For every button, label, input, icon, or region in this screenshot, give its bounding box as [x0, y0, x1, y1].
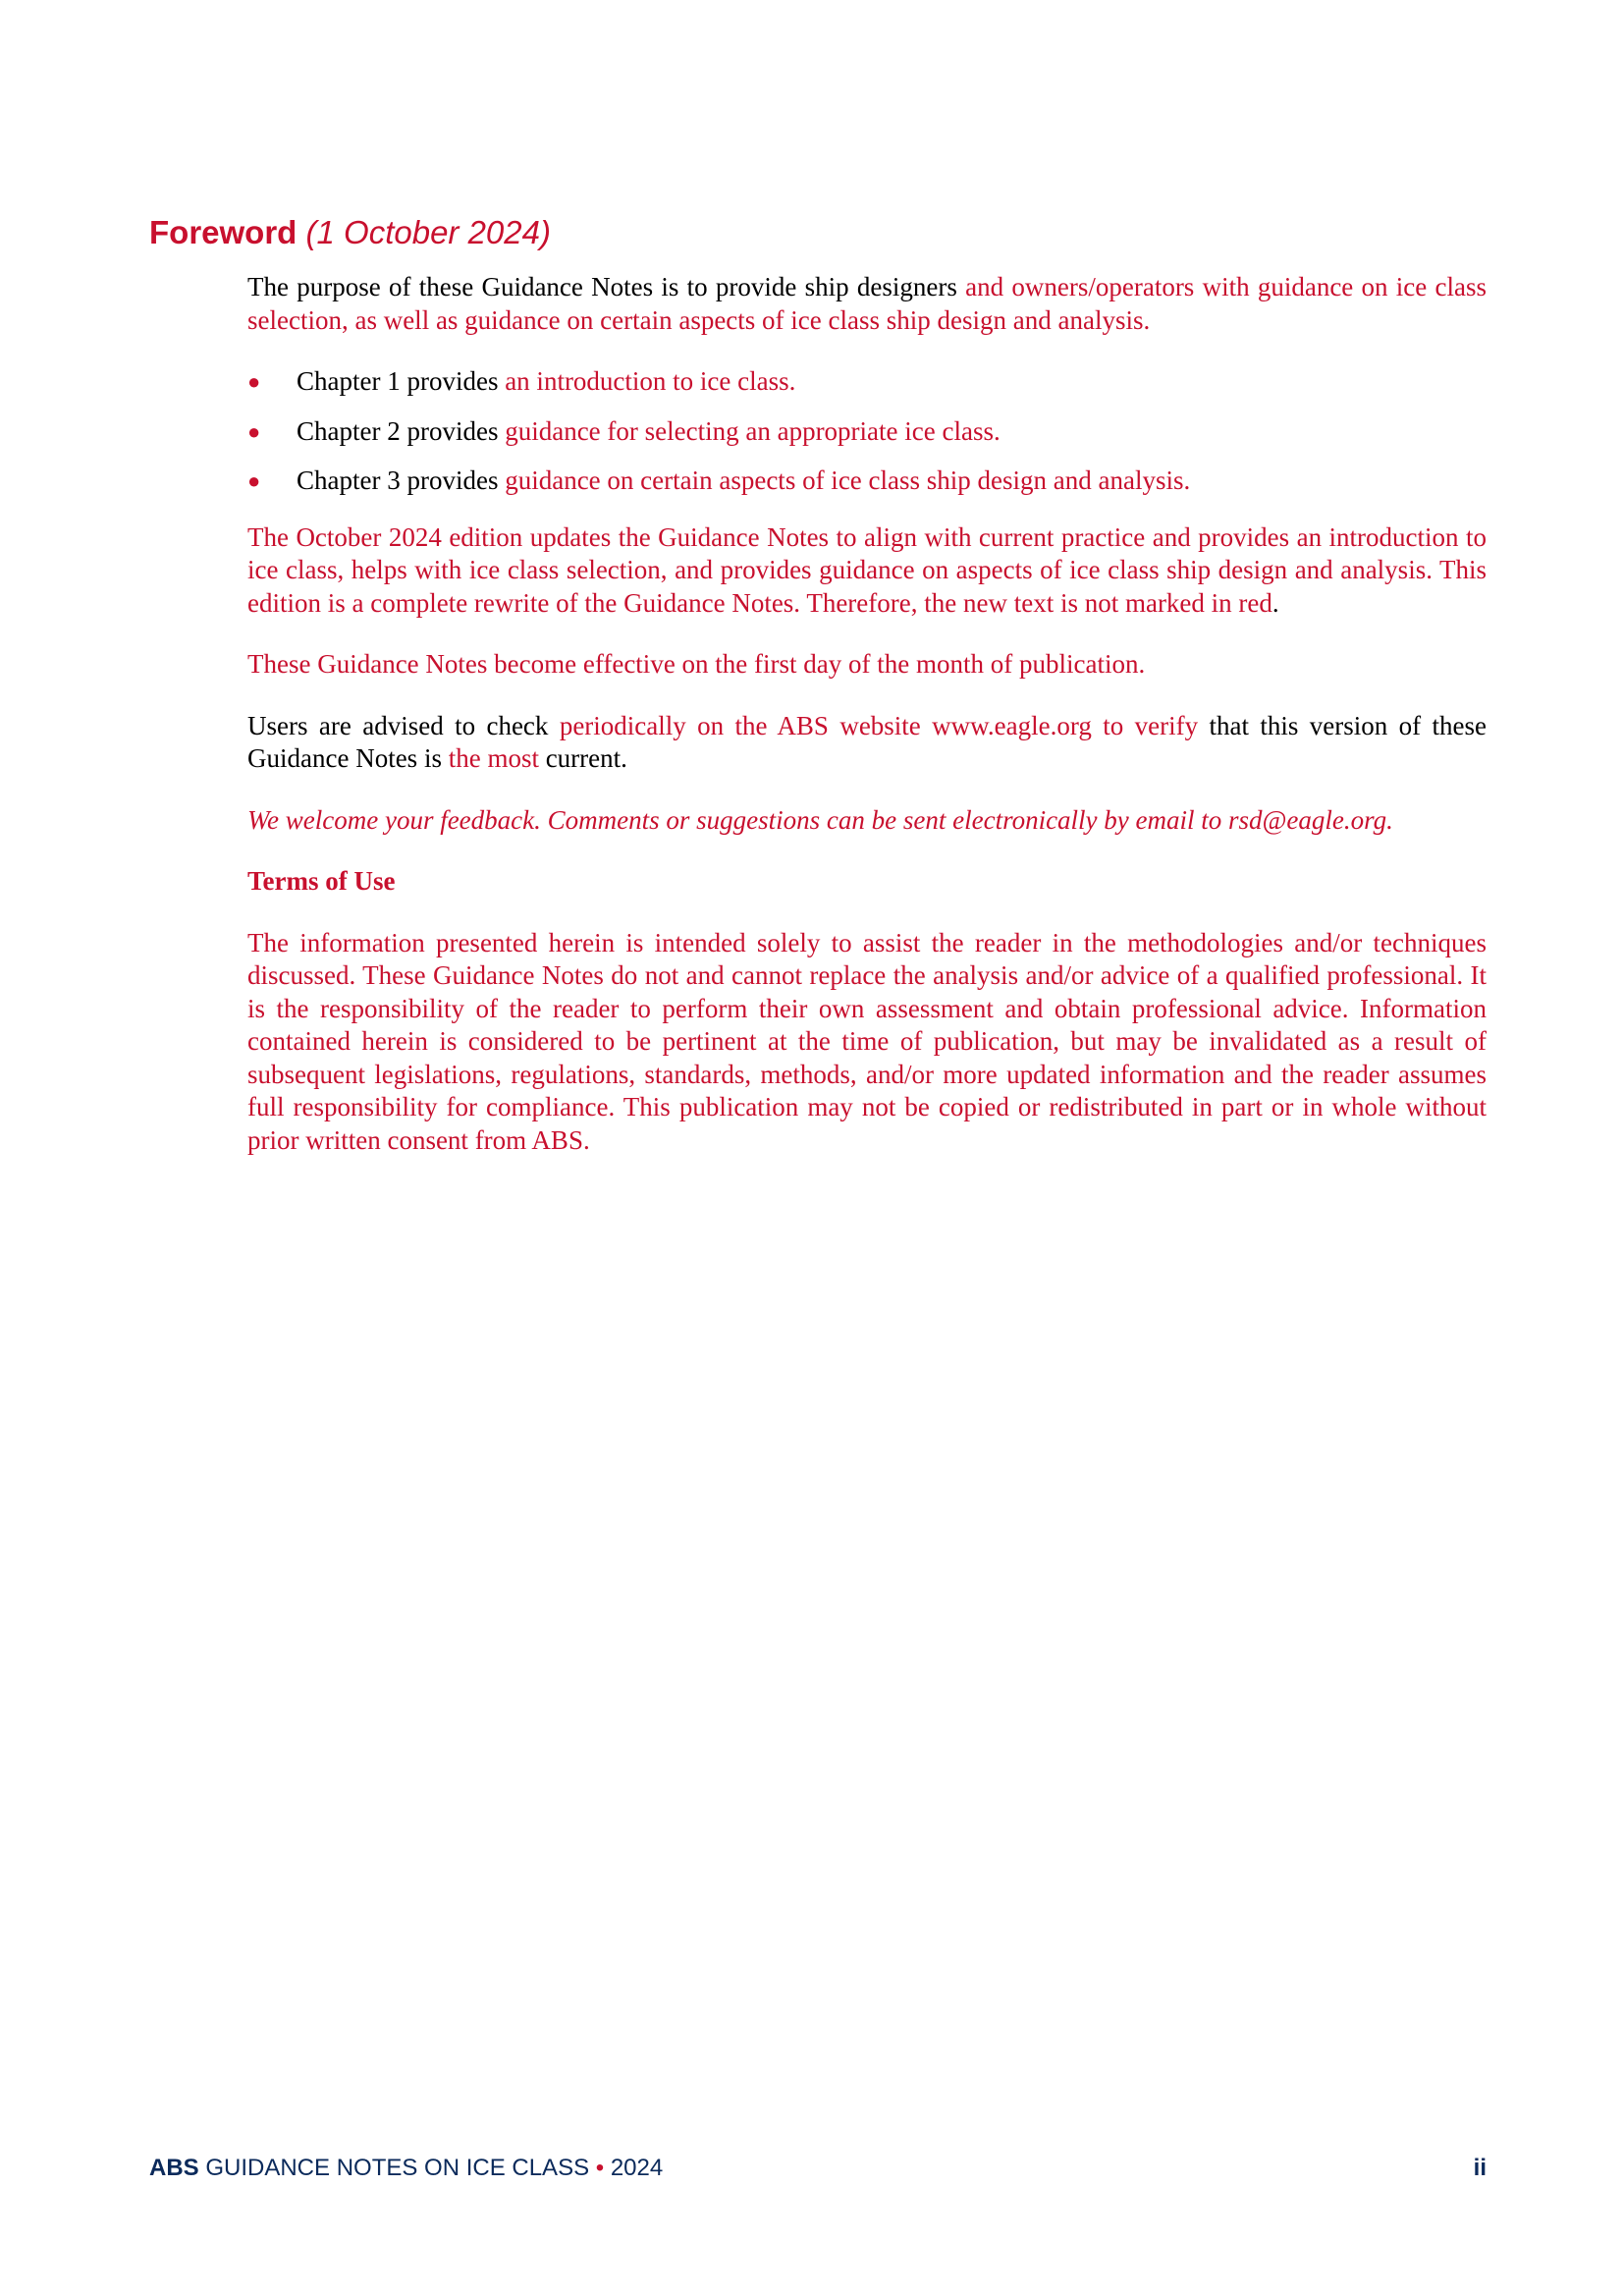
- bullet-lead: Chapter 2 provides: [297, 415, 506, 446]
- bullet-icon: ●: [247, 369, 261, 394]
- page-footer: [149, 2155, 1487, 2182]
- footer-title: GUIDANCE NOTES ON ICE CLASS: [198, 2155, 596, 2181]
- users-part1: Users are advised to check: [247, 710, 560, 740]
- list-item: [247, 415, 1487, 449]
- users-part5: current.: [538, 743, 627, 773]
- feedback-paragraph: We welcome your feedback. Comments or suggestions can be sent electronically by email to rsd@eagle.org.: [247, 804, 1393, 835]
- bullet-text: guidance on certain aspects of ice class ship design and analysis.: [505, 465, 1191, 495]
- edition-text: The October 2024 edition updates the Guidance Notes to align with current practice and provides an introduction to ice class, helps with ice class selection, and provides guidance on aspects of ice class ship design and analysis. This edition is a complete rewrite of the Guidance Notes. Therefore, the new text is not marked in red: [247, 521, 1487, 618]
- edition-end: .: [1271, 587, 1279, 618]
- bullet-lead: Chapter 1 provides: [297, 366, 506, 396]
- heading-title: Foreword: [149, 214, 298, 250]
- chapter-list: [247, 365, 1487, 498]
- footer-year: 2024: [604, 2155, 664, 2181]
- users-paragraph: [247, 710, 1487, 776]
- terms-heading: Terms of Use: [247, 866, 396, 896]
- footer-brand: ABS: [149, 2155, 199, 2181]
- list-item: [247, 465, 1487, 498]
- heading-date: (1 October 2024): [305, 214, 551, 250]
- footer-separator: •: [595, 2155, 605, 2181]
- bullet-lead: Chapter 3 provides: [297, 465, 506, 495]
- page-number: ii: [1473, 2155, 1487, 2181]
- users-part2: periodically on the ABS website www.eagle.org to verify: [559, 710, 1199, 740]
- intro-paragraph: [247, 271, 1487, 337]
- bullet-text: an introduction to ice class.: [505, 366, 796, 396]
- intro-text-red: and owners/operators with guidance on ice class selection, as well as guidance on certain aspects of ice class ship design and analysis.: [247, 272, 1487, 335]
- bullet-icon: ●: [247, 468, 261, 493]
- bullet-icon: ●: [247, 418, 261, 444]
- users-part4: the most: [448, 743, 539, 773]
- effective-paragraph: These Guidance Notes become effective on the first day of the month of publication.: [247, 649, 1146, 679]
- edition-paragraph: [247, 521, 1487, 621]
- intro-text-black: The purpose of these Guidance Notes is to provide ship designers: [247, 272, 966, 301]
- foreword-body: [247, 271, 1487, 1185]
- terms-paragraph: The information presented herein is intended solely to assist the reader in the methodologies and/or techniques discussed. These Guidance Notes do not and cannot replace the analysis and/or advice of a qualified professional. It is the responsibility of the reader to perform their own assessment and obtain professional advice. Information contained herein is considered to be pertinent at the time of publication, but may be invalidated as a result of subsequent legislations, regulations, standards, methods, and/or more updated information and the reader assumes full responsibility for compliance. This publication may not be copied or redistributed in part or in whole without prior written consent from ABS.: [247, 927, 1487, 1155]
- list-item: [247, 365, 1487, 399]
- users-part3: that this version of these Guidance Notes is: [247, 710, 1487, 773]
- bullet-text: guidance for selecting an appropriate ice class.: [505, 415, 1001, 446]
- page-heading: [149, 214, 551, 251]
